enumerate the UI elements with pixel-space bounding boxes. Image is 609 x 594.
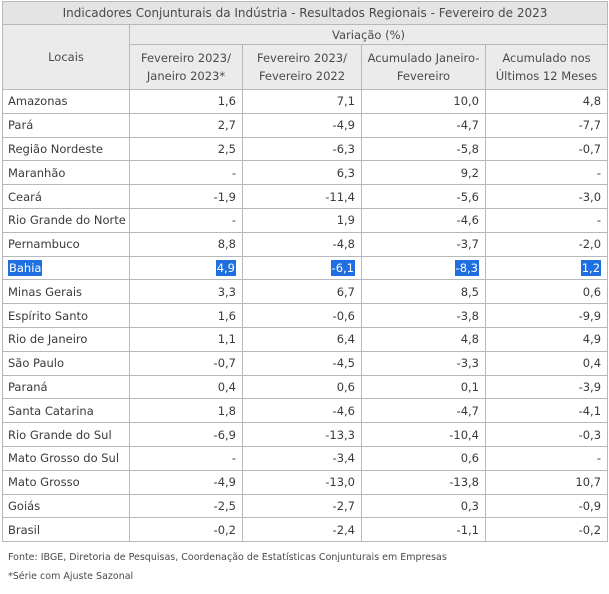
location-name: Pernambuco <box>8 237 80 252</box>
table-notes <box>8 548 447 586</box>
value: 4,9 <box>582 332 602 347</box>
row-value-cell <box>130 208 243 232</box>
value: 3,3 <box>217 284 236 299</box>
table-row[interactable] <box>3 113 608 137</box>
table-row[interactable] <box>3 351 608 375</box>
location-name: Brasil <box>8 522 41 537</box>
value: -11,4 <box>325 189 355 204</box>
row-value-cell <box>362 137 486 161</box>
row-value-cell <box>130 399 243 423</box>
row-location <box>3 351 130 375</box>
row-location <box>3 256 130 280</box>
value: -4,6 <box>332 403 355 418</box>
row-value-cell <box>486 90 608 114</box>
table-title-row <box>3 2 608 25</box>
table-row[interactable] <box>3 137 608 161</box>
row-value-cell <box>362 113 486 137</box>
value: -6,1 <box>331 260 354 275</box>
row-value-cell <box>362 208 486 232</box>
row-value-cell <box>362 423 486 447</box>
value: 8,5 <box>460 284 479 299</box>
value: 10,0 <box>453 94 479 109</box>
row-value-cell <box>243 518 362 542</box>
location-name: Santa Catarina <box>8 403 94 418</box>
row-value-cell <box>130 423 243 447</box>
row-value-cell <box>486 208 608 232</box>
source-note: Fonte: IBGE, Diretoria de Pesquisas, Coordenação de Estatísticas Conjunturais em Empresas <box>8 552 447 563</box>
value: -0,2 <box>578 522 602 537</box>
value: -4,5 <box>332 356 355 371</box>
row-value-cell <box>486 494 608 518</box>
value: 0,4 <box>582 356 602 371</box>
row-value-cell <box>362 90 486 114</box>
value: -10,4 <box>449 427 479 442</box>
table-row[interactable] <box>3 518 608 542</box>
value: -13,0 <box>325 475 355 490</box>
row-value-cell <box>362 327 486 351</box>
row-value-cell <box>486 280 608 304</box>
row-value-cell <box>486 232 608 256</box>
value: -3,0 <box>578 189 602 204</box>
location-name: Ceará <box>8 189 42 204</box>
value: -8,3 <box>455 260 478 275</box>
row-value-cell <box>243 494 362 518</box>
row-location <box>3 113 130 137</box>
table-row[interactable] <box>3 232 608 256</box>
row-value-cell <box>486 137 608 161</box>
value: 4,8 <box>460 332 479 347</box>
row-value-cell <box>486 446 608 470</box>
row-value-cell <box>362 518 486 542</box>
regional-indicators-table <box>2 1 608 542</box>
value: -6,9 <box>213 427 236 442</box>
table-row[interactable] <box>3 280 608 304</box>
row-value-cell <box>243 256 362 280</box>
row-value-cell <box>486 161 608 185</box>
value: -4,7 <box>456 403 479 418</box>
row-value-cell <box>130 113 243 137</box>
row-value-cell <box>130 375 243 399</box>
row-location <box>3 470 130 494</box>
row-value-cell <box>486 327 608 351</box>
row-value-cell <box>130 256 243 280</box>
row-location <box>3 208 130 232</box>
value: - <box>596 213 602 228</box>
value: 1,2 <box>581 260 601 275</box>
column-header: Acumulado nos Últimos 12 Meses <box>486 45 608 90</box>
table-row[interactable] <box>3 423 608 447</box>
table-row[interactable] <box>3 90 608 114</box>
row-value-cell <box>130 446 243 470</box>
row-value-cell <box>243 351 362 375</box>
value: 1,9 <box>336 213 355 228</box>
row-location <box>3 423 130 447</box>
row-value-cell <box>130 351 243 375</box>
table-row[interactable] <box>3 399 608 423</box>
row-location <box>3 446 130 470</box>
row-value-cell <box>130 185 243 209</box>
value: -3,8 <box>456 308 479 323</box>
row-value-cell <box>130 518 243 542</box>
row-value-cell <box>243 423 362 447</box>
row-location <box>3 90 130 114</box>
row-location <box>3 327 130 351</box>
value: -0,3 <box>578 427 602 442</box>
row-value-cell <box>362 185 486 209</box>
value: - <box>231 451 236 466</box>
row-value-cell <box>362 280 486 304</box>
value: -3,3 <box>456 356 479 371</box>
value: 0,3 <box>460 498 479 513</box>
table-row[interactable] <box>3 208 608 232</box>
row-value-cell <box>362 399 486 423</box>
row-value-cell <box>486 113 608 137</box>
row-value-cell <box>362 446 486 470</box>
row-location <box>3 304 130 328</box>
row-value-cell <box>130 494 243 518</box>
location-name: Rio Grande do Norte <box>8 213 126 228</box>
row-value-cell <box>243 327 362 351</box>
row-value-cell <box>243 446 362 470</box>
value: - <box>231 165 236 180</box>
value: -4,9 <box>332 118 355 133</box>
row-location <box>3 280 130 304</box>
table-row[interactable] <box>3 304 608 328</box>
row-location <box>3 232 130 256</box>
value: 0,1 <box>460 379 479 394</box>
location-name: Mato Grosso <box>8 475 80 490</box>
row-location <box>3 161 130 185</box>
value: -0,6 <box>332 308 355 323</box>
table-row[interactable] <box>3 256 608 280</box>
row-value-cell <box>362 232 486 256</box>
table-title: Indicadores Conjunturais da Indústria - Resultados Regionais - Fevereiro de 2023 <box>3 2 608 25</box>
value: 4,8 <box>582 94 602 109</box>
variacao-header: Variação (%) <box>130 25 608 45</box>
value: -1,9 <box>213 189 236 204</box>
row-value-cell <box>243 208 362 232</box>
location-name: Rio Grande do Sul <box>8 427 112 442</box>
value: -13,3 <box>325 427 355 442</box>
value: - <box>596 165 602 180</box>
value: 1,6 <box>217 308 236 323</box>
value: 0,4 <box>217 379 236 394</box>
column-header: Acumulado Janeiro-Fevereiro <box>362 45 486 90</box>
row-location <box>3 185 130 209</box>
table-row[interactable] <box>3 185 608 209</box>
value: -4,8 <box>332 237 355 252</box>
location-name: Pará <box>8 118 34 133</box>
row-value-cell <box>243 90 362 114</box>
row-value-cell <box>243 232 362 256</box>
row-value-cell <box>130 161 243 185</box>
value: 0,6 <box>460 451 479 466</box>
row-value-cell <box>486 470 608 494</box>
row-location <box>3 399 130 423</box>
value: -0,7 <box>213 356 236 371</box>
location-name: Maranhão <box>8 165 66 180</box>
value: -3,4 <box>332 451 355 466</box>
row-value-cell <box>130 327 243 351</box>
value: 1,6 <box>217 94 236 109</box>
row-value-cell <box>130 280 243 304</box>
row-value-cell <box>486 185 608 209</box>
value: 8,8 <box>217 237 236 252</box>
row-value-cell <box>362 304 486 328</box>
table-row[interactable] <box>3 161 608 185</box>
row-location <box>3 494 130 518</box>
column-header: Fevereiro 2023/ Janeiro 2023* <box>130 45 243 90</box>
row-value-cell <box>362 494 486 518</box>
location-name: Rio de Janeiro <box>8 332 88 347</box>
row-value-cell <box>130 232 243 256</box>
value: - <box>596 451 602 466</box>
value: 1,8 <box>217 403 236 418</box>
row-value-cell <box>486 351 608 375</box>
value: -13,8 <box>449 475 479 490</box>
value: -2,5 <box>213 498 236 513</box>
value: 9,2 <box>460 165 479 180</box>
value: 2,7 <box>217 118 236 133</box>
location-name: Bahia <box>9 260 42 275</box>
value: -2,0 <box>578 237 602 252</box>
value: 7,1 <box>336 94 355 109</box>
column-header: Fevereiro 2023/ Fevereiro 2022 <box>243 45 362 90</box>
location-name: São Paulo <box>8 356 65 371</box>
row-value-cell <box>243 113 362 137</box>
value: -4,7 <box>456 118 479 133</box>
value: -4,9 <box>213 475 236 490</box>
row-value-cell <box>130 90 243 114</box>
value: -9,9 <box>578 308 602 323</box>
value: -2,7 <box>332 498 355 513</box>
locais-header: Locais <box>3 25 130 90</box>
row-value-cell <box>362 470 486 494</box>
location-name: Amazonas <box>8 94 68 109</box>
value: -4,1 <box>578 403 602 418</box>
row-value-cell <box>243 161 362 185</box>
value: -5,6 <box>456 189 479 204</box>
footnote: *Série com Ajuste Sazonal <box>8 571 134 582</box>
location-name: Paraná <box>8 379 48 394</box>
row-value-cell <box>486 399 608 423</box>
value: -1,1 <box>456 522 479 537</box>
value: 10,7 <box>575 475 602 490</box>
value: 4,9 <box>216 260 235 275</box>
location-name: Espírito Santo <box>8 308 89 323</box>
value: -2,4 <box>332 522 355 537</box>
row-value-cell <box>130 304 243 328</box>
row-value-cell <box>243 280 362 304</box>
row-location <box>3 375 130 399</box>
value: -0,7 <box>578 141 602 156</box>
value: -0,2 <box>213 522 236 537</box>
row-value-cell <box>243 185 362 209</box>
value: - <box>231 213 236 228</box>
value: -7,7 <box>578 118 602 133</box>
row-value-cell <box>486 518 608 542</box>
row-value-cell <box>243 137 362 161</box>
value: 0,6 <box>582 284 602 299</box>
row-value-cell <box>243 375 362 399</box>
location-name: Minas Gerais <box>8 284 83 299</box>
location-name: Mato Grosso do Sul <box>8 451 120 466</box>
row-value-cell <box>130 137 243 161</box>
row-value-cell <box>486 304 608 328</box>
location-name: Goiás <box>8 498 41 513</box>
row-location <box>3 518 130 542</box>
value: 1,1 <box>217 332 236 347</box>
table-body <box>3 90 608 542</box>
row-value-cell <box>362 161 486 185</box>
row-value-cell <box>362 256 486 280</box>
value: -3,7 <box>456 237 479 252</box>
table-row[interactable] <box>3 494 608 518</box>
value: -6,3 <box>332 141 355 156</box>
row-value-cell <box>130 470 243 494</box>
table-row[interactable] <box>3 375 608 399</box>
value: 0,6 <box>336 379 355 394</box>
table-row[interactable] <box>3 446 608 470</box>
row-value-cell <box>243 399 362 423</box>
value: -3,9 <box>578 379 602 394</box>
value: 6,7 <box>336 284 355 299</box>
value: -4,6 <box>456 213 479 228</box>
location-name: Região Nordeste <box>8 141 103 156</box>
table-row[interactable] <box>3 327 608 351</box>
value: 2,5 <box>217 141 236 156</box>
value: 6,3 <box>336 165 355 180</box>
row-value-cell <box>486 256 608 280</box>
value: 6,4 <box>336 332 355 347</box>
value: -5,8 <box>456 141 479 156</box>
row-location <box>3 137 130 161</box>
row-value-cell <box>362 351 486 375</box>
row-value-cell <box>243 304 362 328</box>
row-value-cell <box>486 423 608 447</box>
value: -0,9 <box>578 498 602 513</box>
row-value-cell <box>243 470 362 494</box>
table-row[interactable] <box>3 470 608 494</box>
row-value-cell <box>486 375 608 399</box>
row-value-cell <box>362 375 486 399</box>
